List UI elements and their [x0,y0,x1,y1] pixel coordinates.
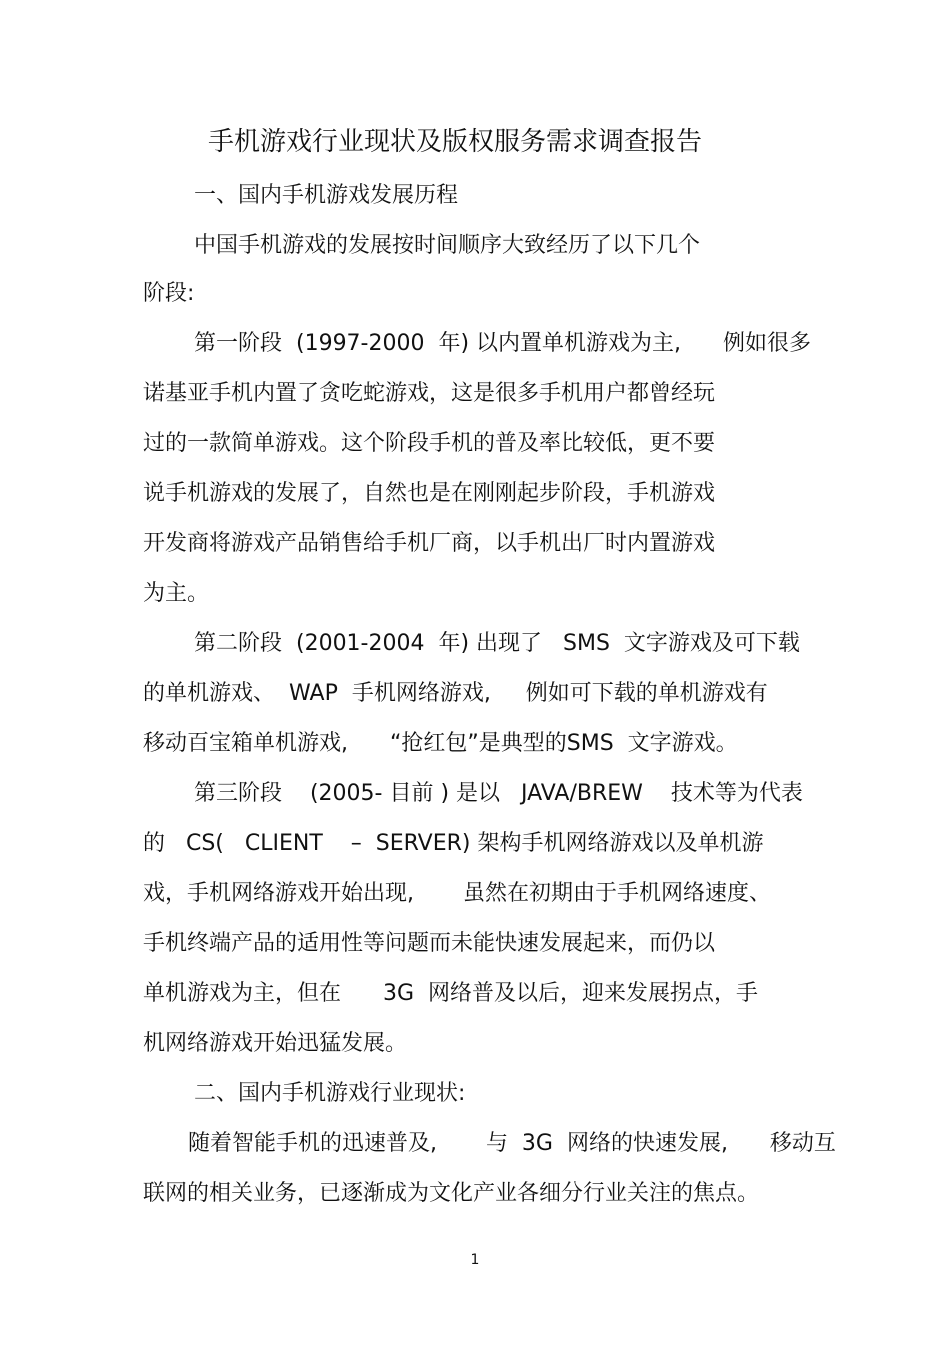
paragraph-line: 阶段: [143,281,195,306]
paragraph-line: 开发商将游戏产品销售给手机厂商，以手机出厂时内置游戏 [143,531,716,556]
paragraph-line: 戏，手机网络游戏开始出现, 虽然在初期由于手机网络速度、 [143,881,771,906]
paragraph-line: 第二阶段 (2001-2004 年) 出现了 SMS 文字游戏及可下载 [194,631,800,656]
paragraph-line: 第三阶段 (2005- 目前 ) 是以 JAVA/BREW 技术等为代表 [194,781,803,806]
paragraph-line: 诺基亚手机内置了贪吃蛇游戏，这是很多手机用户都曾经玩 [143,381,716,406]
paragraph-line: 第一阶段 (1997-2000 年) 以内置单机游戏为主, 例如很多 [194,331,812,356]
paragraph-line: 为主。 [143,581,210,606]
section-heading-history: 一、国内手机游戏发展历程 [194,183,459,208]
paragraph-line: 手机终端产品的适用性等问题而未能快速发展起来，而仍以 [143,931,716,956]
paragraph-line: 移动百宝箱单机游戏, “抢红包”是典型的SMS 文字游戏。 [143,731,738,756]
document-title: 手机游戏行业现状及版权服务需求调查报告 [207,127,702,157]
paragraph-line: 联网的相关业务，已逐渐成为文化产业各细分行业关注的焦点。 [143,1181,760,1206]
section-heading-current: 二、国内手机游戏行业现状: [194,1081,466,1106]
paragraph-line: 单机游戏为主，但在 3G 网络普及以后，迎来发展拐点，手 [143,981,758,1006]
paragraph-line: 的单机游戏、 WAP 手机网络游戏, 例如可下载的单机游戏有 [143,681,768,706]
paragraph-line: 的 CS( CLIENT – SERVER) 架构手机网络游戏以及单机游 [143,831,764,856]
paragraph-line: 说手机游戏的发展了，自然也是在刚刚起步阶段，手机游戏 [143,481,716,506]
paragraph-line: 机网络游戏开始迅猛发展。 [143,1031,408,1056]
paragraph-line: 过的一款简单游戏。这个阶段手机的普及率比较低，更不要 [143,431,716,456]
page-number: 1 [470,1252,480,1268]
paragraph-line: 随着智能手机的迅速普及, 与 3G 网络的快速发展, 移动互 [188,1131,836,1156]
paragraph-line: 中国手机游戏的发展按时间顺序大致经历了以下几个 [194,233,701,258]
